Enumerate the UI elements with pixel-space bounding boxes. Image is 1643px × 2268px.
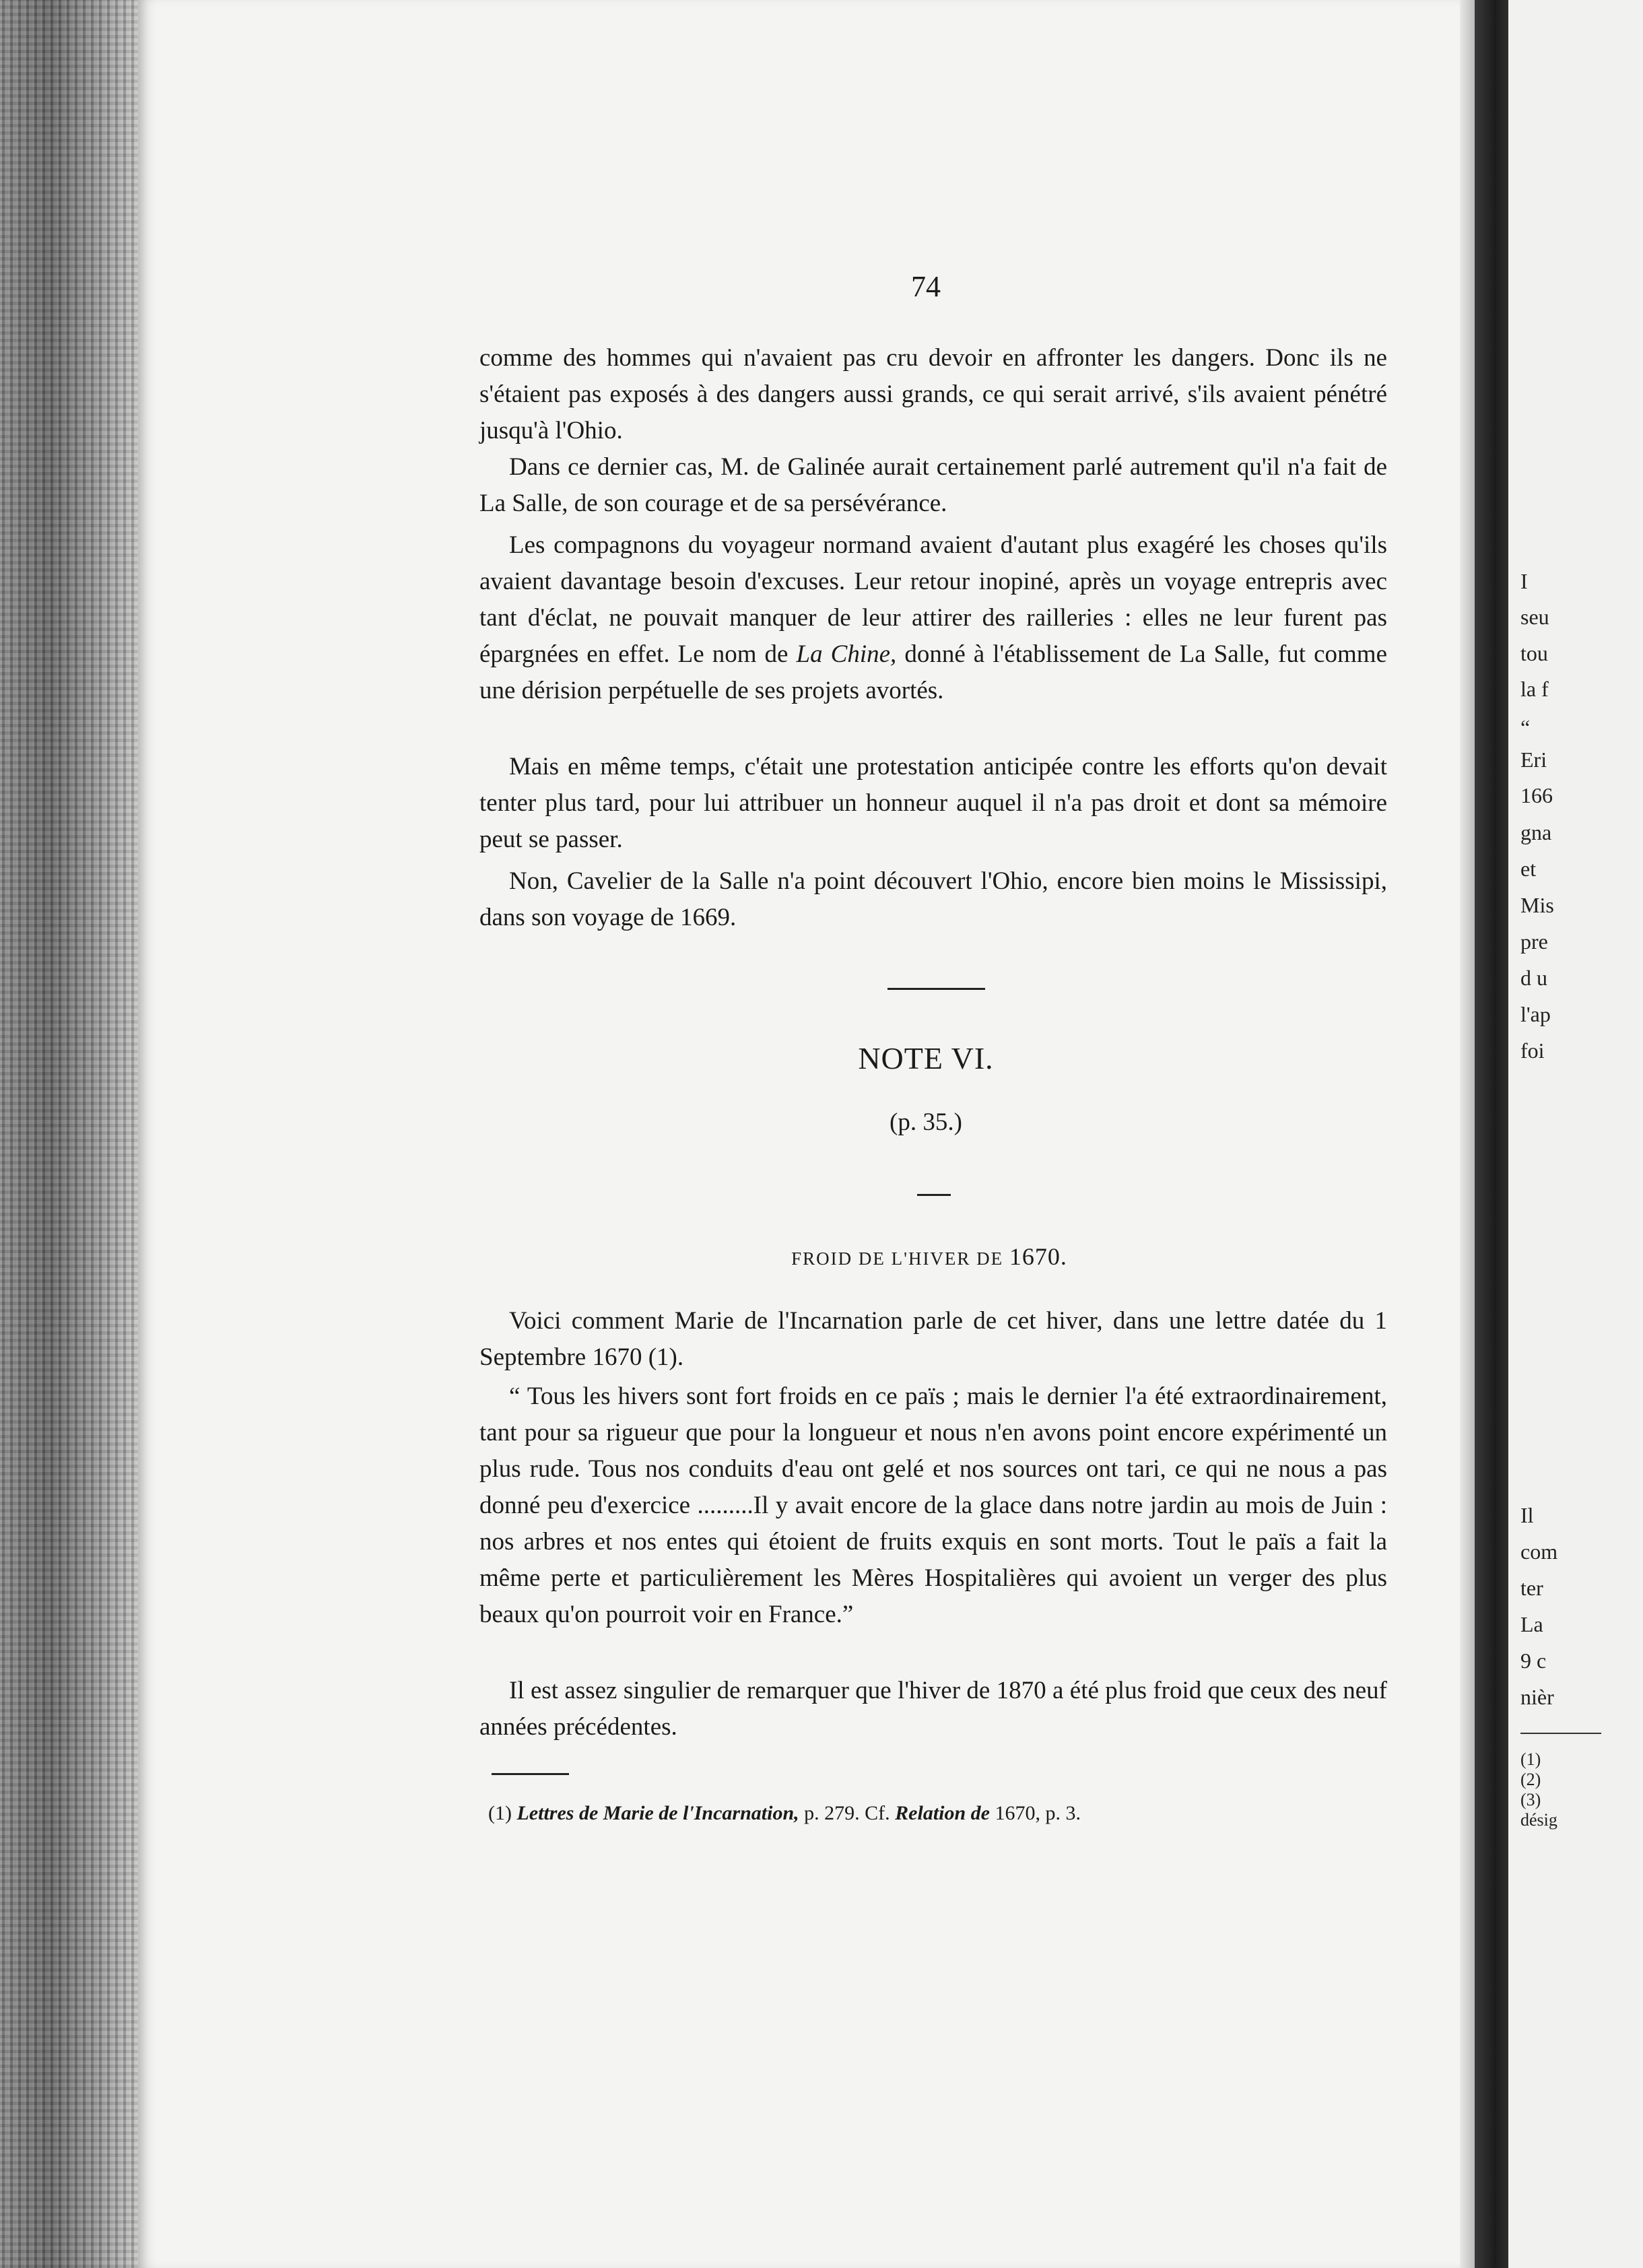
paragraph-3-text-b: donné à l'établissement de La Salle, fut comme une dérision perpétuelle de ses projets avortés. <box>479 640 1387 704</box>
next-page-fragment: I <box>1520 569 1528 593</box>
paragraph-2 <box>479 449 1387 522</box>
footnote <box>488 1802 1364 1825</box>
footnote-italic-2: Relation de <box>895 1802 990 1824</box>
page-number: 74 <box>911 270 941 303</box>
footnote-text-1: p. 279. <box>804 1802 860 1824</box>
next-page-fragment: l'ap <box>1520 1002 1551 1026</box>
next-page-fragment: Mis <box>1520 893 1554 917</box>
footnote-text-2: 1670, p. 3. <box>995 1802 1081 1824</box>
paragraph-6 <box>479 1303 1387 1376</box>
section-title-year: 1670. <box>1009 1243 1067 1270</box>
next-page-fragment: foi <box>1520 1038 1545 1063</box>
note-heading: NOTE VI. <box>858 1041 994 1075</box>
next-page-edge <box>1508 0 1643 2268</box>
paragraph-8-text: Il est assez singulier de remarquer que l'hiver de 1870 a été plus froid que ceux des neuf années précédentes. <box>479 1677 1387 1741</box>
next-page-fragment: “ <box>1520 715 1531 739</box>
short-divider <box>917 1194 951 1196</box>
footnote-marker: (1) <box>488 1802 512 1824</box>
paragraph-3 <box>479 527 1387 709</box>
next-page-fragment: nièr <box>1520 1685 1554 1709</box>
next-page-fragment: gna <box>1520 820 1552 844</box>
footnote-rule <box>492 1773 569 1775</box>
paragraph-4 <box>479 749 1387 858</box>
paragraph-8 <box>479 1673 1387 1745</box>
next-page-fragment: d u <box>1520 966 1547 990</box>
next-page-fragment: com <box>1520 1539 1558 1564</box>
paragraph-4-text: Mais en même temps, c'était une protestation anticipée contre les efforts qu'on devait tenter plus tard, pour lui attribuer un honneur auquel il n'a pas droit et dont sa mémoire peut se passer. <box>479 753 1387 853</box>
page-fore-edge <box>1460 0 1475 2268</box>
next-page-fragment: Eri <box>1520 747 1547 772</box>
next-page-fragment: seu <box>1520 605 1549 629</box>
next-page-footnote-rule <box>1520 1733 1601 1734</box>
next-page-fragment: ter <box>1520 1576 1543 1600</box>
section-title <box>606 1242 1252 1271</box>
next-page-fragment: pre <box>1520 929 1548 954</box>
quotation <box>479 1378 1387 1633</box>
quotation-text: “ Tous les hivers sont fort froids en ce païs ; mais le dernier l'a été extraordinairement, tant pour sa rigueur que pour la longueur et nous n'en avons point encore expérimenté un plus rude. Tous nos conduits d'eau ont gelé et nos sources ont tari, ce qui ne nous a pas donné peu d'exercice .........Il y avait encore de la glace dans notre jardin au mois de Juin : nos arbres et nos entes qui étoient de fruits exquis en sont morts. Tout le païs a fait la même perte et particulièrement les Mères Hospitalières qui avoient un verger des plus beaux qu'on pourroit voir en France.” <box>479 1382 1387 1628</box>
next-page-fragment: désig <box>1520 1810 1557 1830</box>
paragraph-1 <box>479 340 1387 449</box>
next-page-fragment: et <box>1520 857 1537 881</box>
next-page-fragment: (3) <box>1520 1790 1541 1809</box>
next-page-fragment: (2) <box>1520 1770 1541 1789</box>
footnote-italic-1: Lettres de Marie de l'Incarnation, <box>516 1802 799 1824</box>
paragraph-5 <box>479 863 1387 936</box>
spine-shadow <box>1475 0 1508 2268</box>
section-divider <box>887 988 985 990</box>
section-title-text: FROID DE L'HIVER DE <box>791 1248 1004 1269</box>
next-page-fragment: (1) <box>1520 1749 1541 1769</box>
next-page-fragment: la f <box>1520 677 1549 701</box>
next-page-fragment: 166 <box>1520 783 1553 807</box>
next-page-fragment: tou <box>1520 641 1548 665</box>
footnote-cf: Cf. <box>865 1802 890 1824</box>
next-page-fragment: Il <box>1520 1503 1534 1527</box>
paragraph-3-italic: La Chine, <box>796 640 897 668</box>
next-page-fragment: 9 c <box>1520 1648 1547 1673</box>
note-subheading: (p. 35.) <box>890 1108 962 1136</box>
paragraph-6-text: Voici comment Marie de l'Incarnation parle de cet hiver, dans une lettre datée du 1 Septembre 1670 (1). <box>479 1307 1387 1371</box>
next-page-fragment: La <box>1520 1612 1543 1636</box>
paragraph-2-text: Dans ce dernier cas, M. de Galinée aurait certainement parlé autrement qu'il n'a fait de La Salle, de son courage et de sa persévérance. <box>479 453 1387 517</box>
paragraph-5-text: Non, Cavelier de la Salle n'a point découvert l'Ohio, encore bien moins le Mississipi, dans son voyage de 1669. <box>479 867 1387 931</box>
paragraph-1-text: comme des hommes qui n'avaient pas cru devoir en affronter les dangers. Donc ils ne s'étaient pas exposés à des dangers aussi grands, ce qui serait arrivé, s'ils avaient pénétré jusqu'à l'Ohio. <box>479 344 1387 444</box>
paragraph-3-text-a: Les compagnons du voyageur normand avaient d'autant plus exagéré les choses qu'ils avaient davantage besoin d'excuses. Leur retour inopiné, après un voyage entrepris avec tant d'éclat, ne pouvait manquer de leur attirer des railleries : elles ne leur furent pas épargnées en effet. Le nom de <box>479 531 1387 668</box>
scan-left-edge <box>0 0 141 2268</box>
